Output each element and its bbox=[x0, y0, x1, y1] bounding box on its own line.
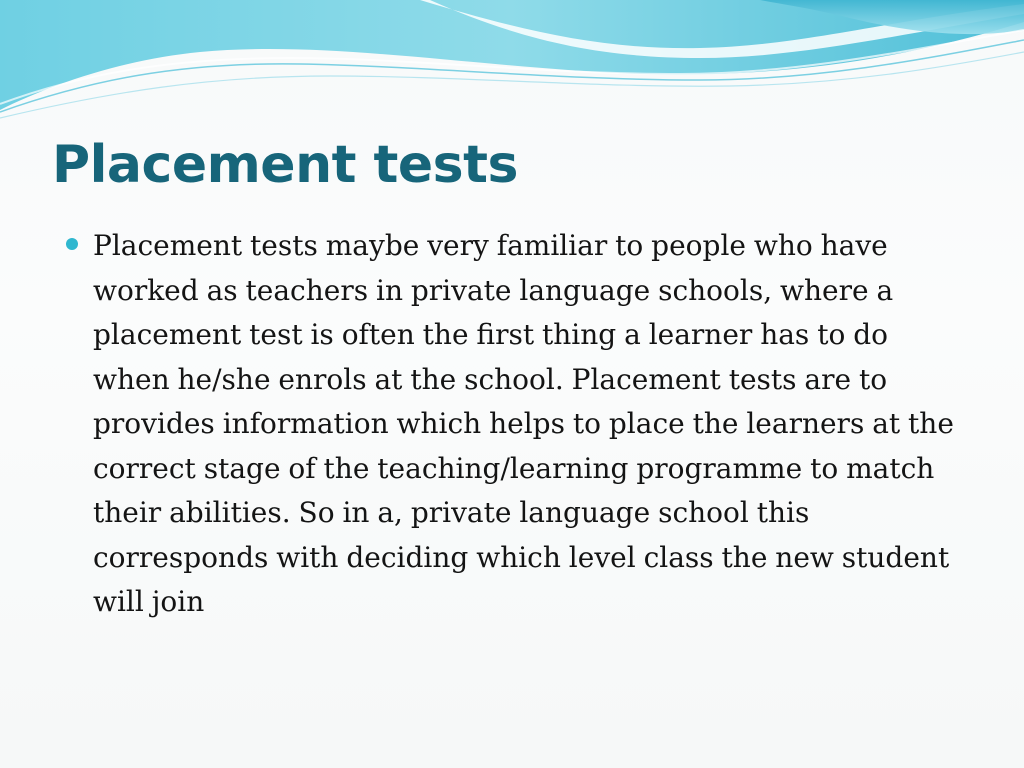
slide-body bbox=[60, 224, 970, 625]
wave-header-decoration bbox=[0, 0, 1024, 130]
bullet-text: Placement tests maybe very familiar to people who have worked as teachers in private language schools, where a placement test is often the first thing a learner has to do when he/she enrols at the school. Placement tests are to provides information which helps to place the learners at the correct stage of the teaching/learning programme to match their abilities. So in a, private language school this corresponds with deciding which level class the new student will join bbox=[93, 229, 954, 618]
bullet-dot-icon bbox=[66, 238, 78, 250]
slide-title: Placement tests bbox=[52, 135, 518, 195]
bullet-item bbox=[60, 224, 970, 625]
